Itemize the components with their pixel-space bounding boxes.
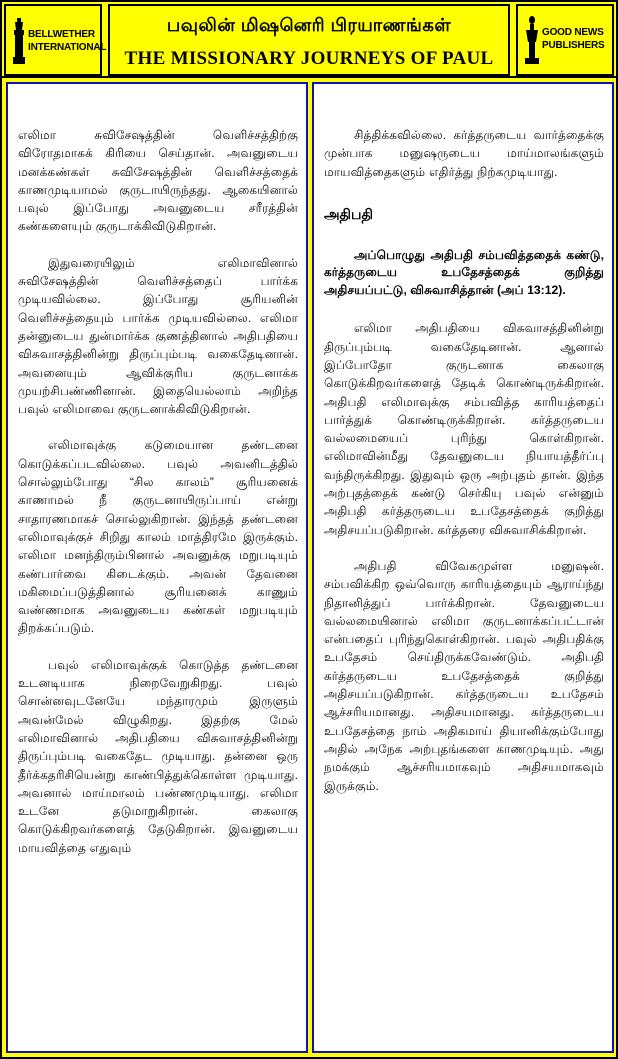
good-news-logo-text: GOOD NEWS PUBLISHERS xyxy=(542,27,605,51)
right-intro-paragraph: சித்திக்கவில்லை. கர்த்தருடைய வார்த்தைக்கு முன்பாக மனுஷருடைய மாய்மாலங்களும் மாயவித்தைகளும் எதிர்த்து நிற்கமுடியாது. xyxy=(324,128,604,179)
left-column xyxy=(6,82,308,1053)
section-heading: அதிபதி xyxy=(324,205,373,222)
page-title-tamil: பவுலின் மிஷனெரி பிரயாணங்கள் xyxy=(166,15,452,35)
verse-quote: அப்பொழுது அதிபதி சம்பவித்ததைக் கண்டு, கர்த்தருடைய உபதேசத்தைக் குறித்து அதிசயப்பட்டு, விசுவாசித்தான் (அப் 13:12). xyxy=(324,247,604,297)
title-box xyxy=(108,4,510,76)
good-news-logo xyxy=(516,4,614,76)
content-area xyxy=(0,78,618,1059)
right-column xyxy=(312,82,614,1053)
left-paragraph-3: எலிமாவுக்கு கடுமையான தண்டனை கொடுக்கப்படவில்லை. பவுல் அவனிடத்தில் சொல்லும்போது “சில காலம்” சூரியனைக் காணாமல் நீ குருடனாயிருப்பாய் என்று சாதாரணமாகச் சொல்லுகிறான். இந்தத் தண்டனை எலிமாவுக்குச் சிறிது காலம் மாத்திரமே இருக்கும். எலிமா மனந்திரும்பினால் அவனுக்கு மறுபடியும் கண்பார்வை கிடைக்கும். அவன் தேவனை மகிமைப்படுத்தினால் சூரியனைக் காணும் வண்ணமாக அவனுடைய கண்கள் மறுபடியும் திறக்கப்படும். xyxy=(18,438,298,636)
left-paragraph-4: பவுல் எலிமாவுக்குக் கொடுத்த தண்டனை உடனடியாக நிறைவேறுகிறது. பவுல் சொன்னவுடனேயே மந்தாரமும் இருளும் அவன்மேல் விழுகிறது. இதற்கு மேல் எலிமாவினால் அதிபதியை விசுவாசத்தினின்று திருப்பும்படி வகைதேட முடியாது. தன்னை ஒரு தீர்க்கதரிசியென்று காண்பித்துக்கொள்ள முடியாது. அவனால் மாய்மாலம் பண்ணமுடியாது. எலிமா உடனே தடுமாறுகிறான். கைலாகு கொடுக்கிறவர்களைத் தேடுகிறான். இவனுடைய மாயவித்தை எதுவும் xyxy=(18,657,298,855)
bellwether-logo xyxy=(4,4,107,76)
bellwether-logo-text: BELLWETHER INTERNATIONAL xyxy=(28,29,107,53)
right-paragraph-1: எலிமா அதிபதியை விசுவாசத்தினின்று திருப்பும்படி வகைதேடினான். ஆனால் இப்போதோ குருடனாக கைலாகு கொடுக்கிறவர்களைத் தேடிக் கொண்டிருக்கிறான். அதிபதி எலிமாவுக்கு சம்பவித்த காரியத்தைப் பார்த்துக் கொண்டிருக்கிறான். கர்த்தருடைய வல்லமையைப் புரிந்து கொள்கிறான். எலிமாவின்மீது தேவனுடைய நியாயத்தீர்ப்பு வந்திருக்கிறது. இதுவும் ஒரு அற்புதம் தான். இந்த அற்புதத்தைக் கண்டு செர்கியு பவுல் என்னும் அதிபதி கர்த்தருடைய உபதேசத்தைக் குறித்து அதிசயப்படுகிறான். கர்த்தரை விசுவாசிக்கிறான். xyxy=(324,321,604,537)
left-paragraph-2: இதுவரையிலும் எலிமாவினால் சுவிசேஷத்தின் வெளிச்சத்தைப் பார்க்க முடியவில்லை. இப்போது சூரியனின் வெளிச்சத்தையும் பார்க்க முடியவில்லை. எலிமா தன்னுடைய துன்மார்க்க குணத்தினால் அதிபதியை விசுவாசத்தினின்று திருப்பும்படி வகைதேடினான். அவனையும் ஆவிக்குரிய குருடனாக்க முயற்சிபண்ணினான். இதையெல்லாம் அறிந்த பவுல் எலிமாவை குருடனாக்கிவிடுகிறான். xyxy=(18,255,298,417)
right-paragraph-2: அதிபதி விவேகமுள்ள மனுஷன். சம்பவிக்கிற ஒவ்வொரு காரியத்தையும் ஆராய்ந்து நிதானித்துப் பார்க்கிறான். தேவனுடைய வல்லமையினால் எலிமா குருடனாக்கப்பட்டான் என்பதைப் புரிந்துகொள்கிறான். பவுல் அதிபதிக்கு உபதேசம் செய்திருக்கவேண்டும். அதிபதி கர்த்தருடைய உபதேசத்தைக் குறித்து அதிசயப்படுகிறான். கர்த்தருடைய உபதேசம் ஆச்சரியமானது. அதிசயமானது. கர்த்தருடைய உபதேசத்தை நாம் அதிகமாய் தியானிக்கும்போது அதில் அநேக அற்புதங்களை காணமுடியும். அது நமக்கும் ஆச்சரியமாகவும் அதிசயமாகவும் இருக்கும். xyxy=(324,558,604,793)
page-header xyxy=(0,0,618,78)
bell-tower-icon xyxy=(12,18,26,66)
page-title-english: THE MISSIONARY JOURNEYS OF PAUL xyxy=(124,48,494,69)
lamp-icon xyxy=(524,16,540,66)
left-paragraph-1: எலிமா சுவிசேஷத்தின் வெளிச்சத்திற்கு விரோதமாகக் கிரியை செய்தான். அவனுடைய மனக்கண்கள் சுவிசேஷத்தின் வெளிச்சத்தைக் காணமுடியாமல் குருடாயிருந்தது. ஆகையினால் பவுல் இப்போது அவனுடைய சரீரத்தின் கண்களையும் குருடாக்கிவிடுகிறான். xyxy=(18,128,298,234)
